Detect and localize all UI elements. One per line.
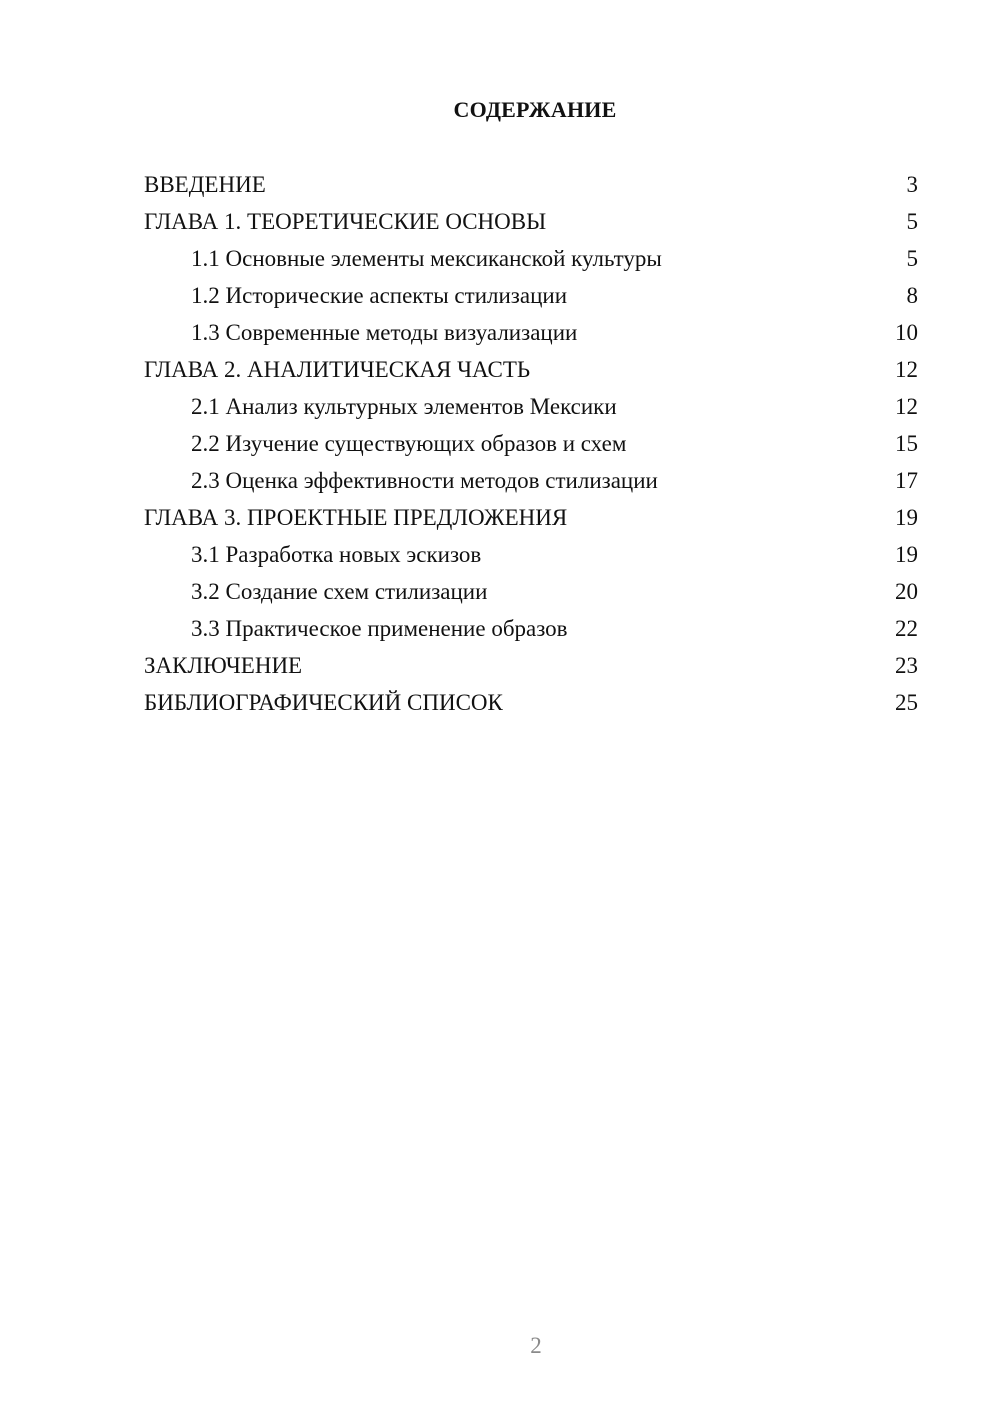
toc-entry (144, 388, 918, 425)
toc-entry-page: 12 (895, 394, 918, 419)
toc-entry-page: 12 (895, 357, 918, 382)
toc-entry (144, 647, 918, 684)
toc-entry-page: 17 (895, 468, 918, 493)
toc-entry-page: 5 (906, 246, 918, 271)
toc-entry-page: 20 (895, 579, 918, 604)
toc-entry-label: ЗАКЛЮЧЕНИЕ (144, 653, 303, 678)
page-title: СОДЕРЖАНИЕ (453, 97, 617, 122)
toc-entry (144, 277, 918, 314)
toc-entry-label: БИБЛИОГРАФИЧЕСКИЙ СПИСОК (144, 690, 503, 715)
toc-entry (144, 425, 918, 462)
page-number: 2 (530, 1333, 542, 1358)
toc-entry-label: 1.1 Основные элементы мексиканской культуры (191, 246, 662, 271)
toc-entry-page: 5 (906, 209, 918, 234)
toc-entry-label: ГЛАВА 1. ТЕОРЕТИЧЕСКИЕ ОСНОВЫ (144, 209, 547, 234)
toc-entry-label: 1.2 Исторические аспекты стилизации (191, 283, 568, 308)
toc-entry-label: 3.2 Создание схем стилизации (191, 579, 488, 604)
toc-entry-label: ВВЕДЕНИЕ (144, 172, 266, 197)
toc-entry (144, 536, 918, 573)
toc-entry (144, 573, 918, 610)
toc-entry (144, 240, 918, 277)
toc-entry (144, 462, 918, 499)
toc-entry-page: 8 (906, 283, 918, 308)
toc-entry-label: ГЛАВА 2. АНАЛИТИЧЕСКАЯ ЧАСТЬ (144, 357, 531, 382)
toc-entry-page: 22 (895, 616, 918, 641)
toc-entry-page: 10 (895, 320, 918, 345)
toc-entry-page: 15 (895, 431, 918, 456)
toc-entry-label: 3.1 Разработка новых эскизов (191, 542, 482, 567)
toc-entry (144, 314, 918, 351)
toc-entry (144, 166, 918, 203)
toc-entry-label: 3.3 Практическое применение образов (191, 616, 568, 641)
toc-entry-label: 1.3 Современные методы визуализации (191, 320, 578, 345)
toc-entry-page: 19 (895, 505, 918, 530)
toc-entry-label: 2.1 Анализ культурных элементов Мексики (191, 394, 617, 419)
toc-entry (144, 610, 918, 647)
toc-entry (144, 499, 918, 536)
table-of-contents (144, 166, 918, 721)
toc-entry-label: 2.3 Оценка эффективности методов стилизации (191, 468, 658, 493)
toc-entry (144, 351, 918, 388)
toc-entry-page: 3 (906, 172, 918, 197)
toc-entry-label: 2.2 Изучение существующих образов и схем (191, 431, 627, 456)
toc-entry-page: 25 (895, 690, 918, 715)
toc-entry-page: 19 (895, 542, 918, 567)
toc-entry-page: 23 (895, 653, 918, 678)
toc-entry-label: ГЛАВА 3. ПРОЕКТНЫЕ ПРЕДЛОЖЕНИЯ (144, 505, 568, 530)
toc-entry (144, 203, 918, 240)
toc-entry (144, 684, 918, 721)
